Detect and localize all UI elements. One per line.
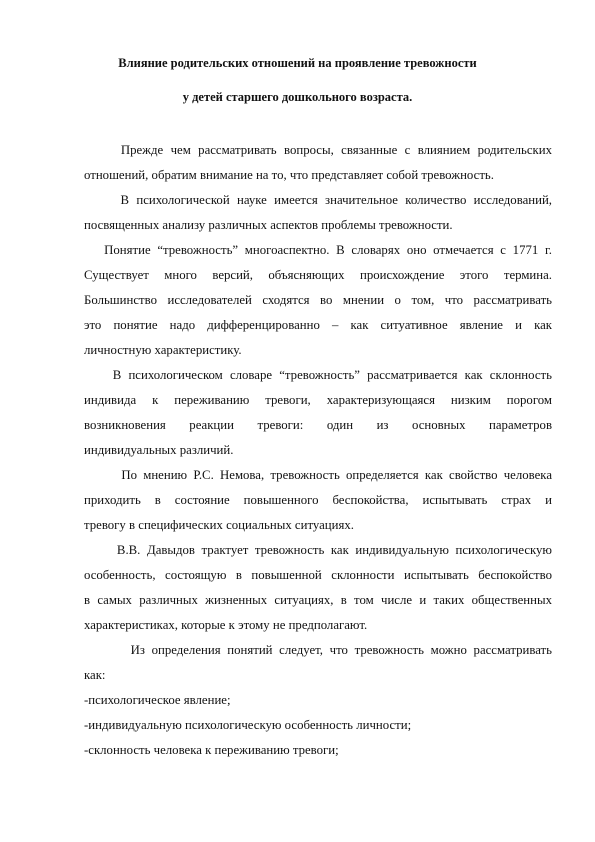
paragraph [84, 638, 552, 688]
paragraph-line: индивида к переживанию тревоги, характеризующаяся низким порогом [84, 393, 552, 407]
paragraph-line: Существует много версий, объясняющих происхождение этого термина. [84, 268, 552, 282]
paragraph-line: отношений, обратим внимание на то, что представляет собой тревожность. [84, 168, 494, 182]
paragraph-line: В психологическом словаре “тревожность” рассматривается как склонность [84, 368, 552, 382]
paragraph-line: посвященных анализу различных аспектов проблемы тревожности. [84, 218, 453, 232]
paragraph-line: приходить в состояние повышенного беспокойства, испытывать страх и [84, 493, 552, 507]
list-item: -склонность человека к переживанию тревоги; [84, 743, 339, 757]
paragraph-line: В психологической науке имеется значительное количество исследований, [84, 193, 552, 207]
document-body [84, 138, 552, 763]
paragraph-line: особенность, состоящую в повышенной склонности испытывать беспокойство [84, 568, 552, 582]
paragraph-line: в самых различных жизненных ситуациях, в том числе и таких общественных [84, 593, 552, 607]
paragraphs-container [84, 138, 552, 688]
paragraph [84, 463, 552, 538]
paragraph-line: Большинство исследователей сходятся во мнении о том, что рассматривать [84, 293, 552, 307]
list-item: -индивидуальную психологическую особенность личности; [84, 718, 412, 732]
paragraph-line: Прежде чем рассматривать вопросы, связанные с влиянием родительских [84, 143, 552, 157]
paragraph [84, 238, 552, 363]
paragraph-line: Из определения понятий следует, что тревожность можно рассматривать [84, 643, 552, 657]
paragraph [84, 138, 552, 188]
paragraph-line: возникновения реакции тревоги: один из основных параметров [84, 418, 552, 432]
paragraph-line: индивидуальных различий. [84, 443, 234, 457]
document-title-line-1: Влияние родительских отношений на проявление тревожности [118, 56, 477, 70]
paragraph-line: В.В. Давыдов трактует тревожность как индивидуальную психологическую [84, 543, 552, 557]
paragraph-line: По мнению Р.С. Немова, тревожность определяется как свойство человека [84, 468, 552, 482]
paragraph-line: личностную характеристику. [84, 343, 242, 357]
paragraph-line: Понятие “тревожность” многоаспектно. В словарях оно отмечается с 1771 г. [84, 243, 552, 257]
paragraph [84, 538, 552, 638]
paragraph [84, 363, 552, 463]
definition-list [84, 688, 552, 763]
paragraph-line: как: [84, 668, 106, 682]
list-item: -психологическое явление; [84, 693, 231, 707]
document-title-line-2: у детей старшего дошкольного возраста. [182, 90, 413, 104]
paragraph-line: характеристиках, которые к этому не предполагают. [84, 618, 368, 632]
paragraph-line: тревогу в специфических социальных ситуациях. [84, 518, 354, 532]
paragraph [84, 188, 552, 238]
paragraph-line: это понятие надо дифференцированно – как ситуативное явление и как [84, 318, 552, 332]
